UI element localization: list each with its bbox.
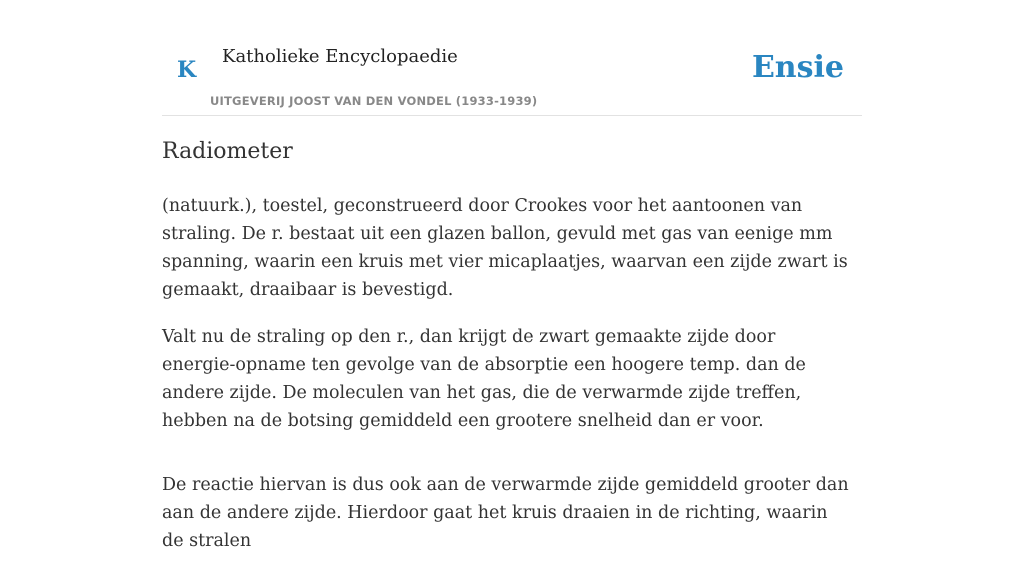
paragraph: De reactie hiervan is dus ook aan de verwarmde zijde gemiddeld grooter dan aan de andere zijde. Hierdoor gaat het kruis draaien in de richting, waarin de stralen [162,475,849,551]
publication-logo[interactable]: K [177,57,197,83]
paragraph: Valt nu de straling op den r., dan krijgt de zwart gemaakte zijde door energie-opname ten gevolge van de absorptie een hoogere temp. dan de andere zijde. De moleculen van het gas, die de verwarmde zijde treffen, hebben na de botsing gemiddeld een grootere snelheid dan er voor. [162,327,806,431]
page-header [162,40,862,116]
brand-logo[interactable]: Ensie [751,50,844,85]
paragraph: (natuurk.), toestel, geconstrueerd door Crookes voor het aantoonen van straling. De r. bestaat uit een glazen ballon, gevuld met gas van eenige mm spanning, waarin een kruis met vier micaplaatjes, waarvan een zijde zwart is gemaakt, draaibaar is bevestigd. [162,196,848,300]
publication-name[interactable]: Katholieke Encyclopaedie [222,46,458,67]
article-title: Radiometer [162,139,293,164]
publisher-info: UITGEVERIJ JOOST VAN DEN VONDEL (1933-1939) [210,94,538,108]
article-body [162,192,852,574]
